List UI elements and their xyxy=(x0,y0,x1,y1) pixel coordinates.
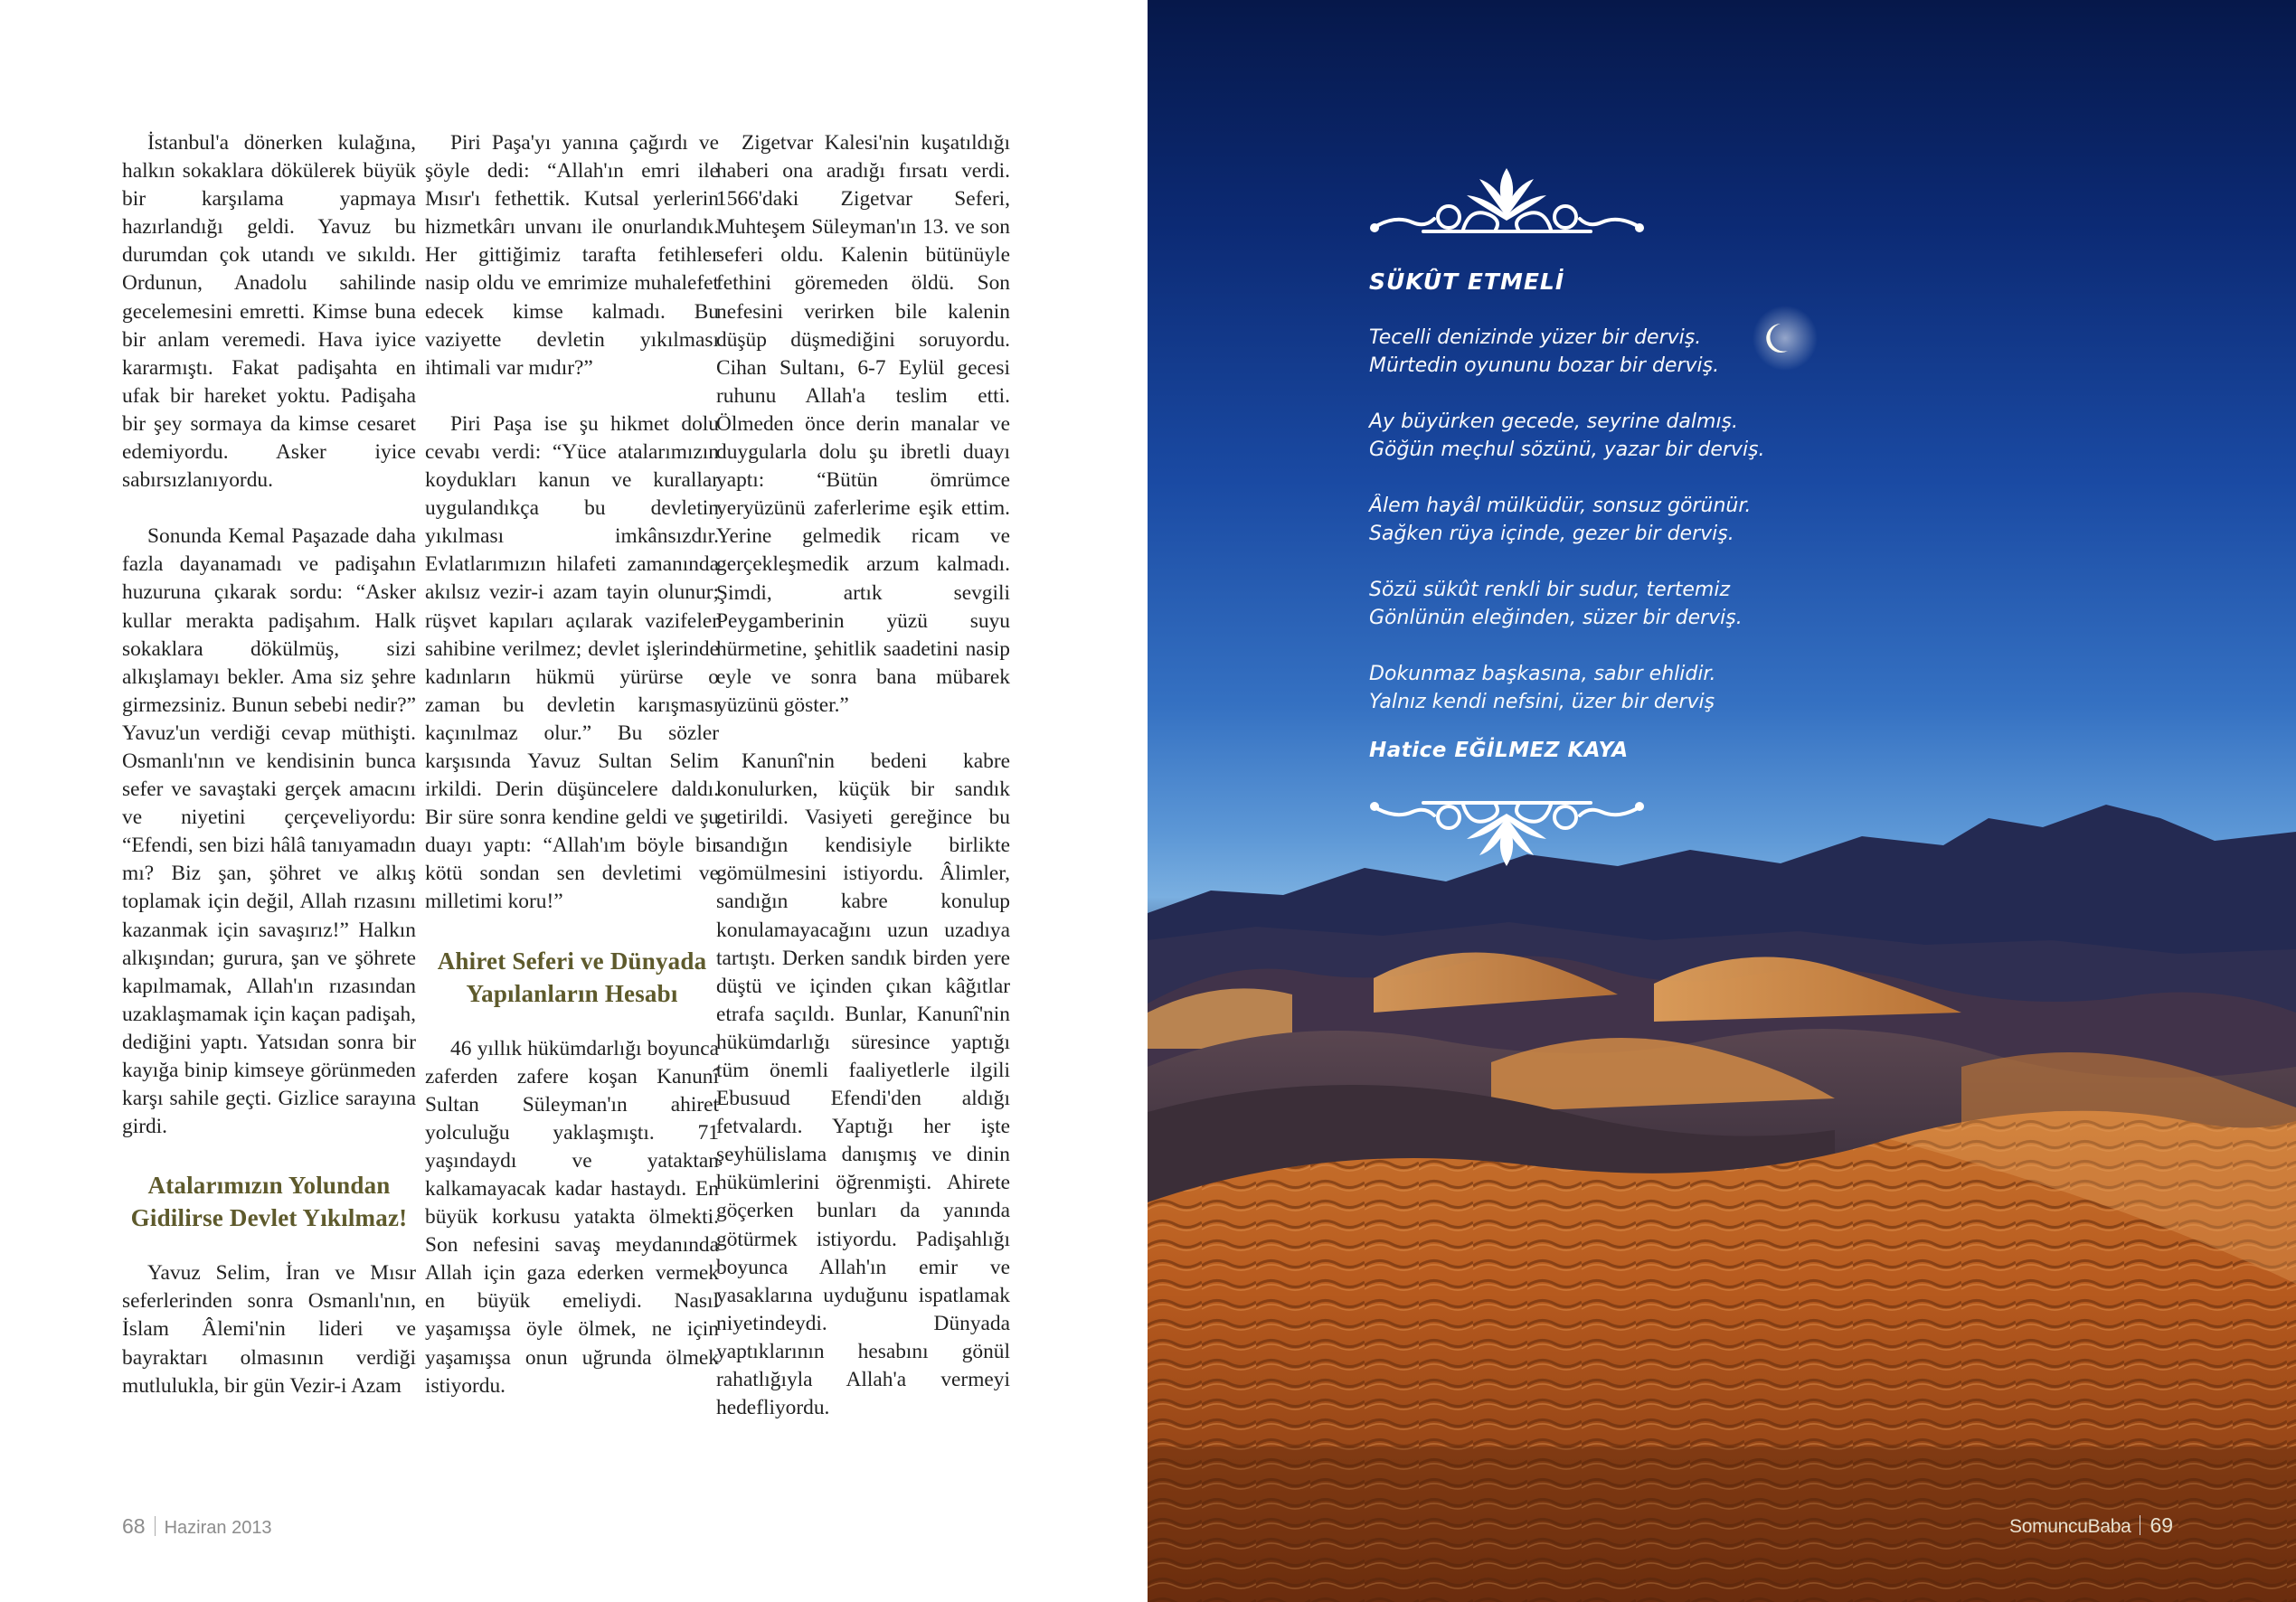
poem-line: Göğün meçhul sözünü, yazar bir derviş. xyxy=(1369,438,1765,461)
article-paragraph: Piri Paşa ise şu hikmet dolu cevabı verdi: “Yüce atalarımızın koydukları kanun ve kurallar uygulandıkça bu devletin yıkılması imkânsızdır. Evlatlarımızın hilafeti zamanında akılsız vezir-i azam tayin olunur; rüşvet kapıları açılarak vazifeler sahibine verilmez; devlet işlerinde kadınların hükmü yürürse o zaman bu devletin karışması kaçınılmaz olur.” Bu sözler karşısında Yavuz Sultan Selim irkildi. Derin düşüncelere daldı. Bir süre sonra kendine geldi ve şu duayı yaptı: “Allah'ım böyle bir kötü sondan sen devletimi ve milletimi koru!” xyxy=(425,411,719,914)
poem-title: SÜKÛT ETMELİ xyxy=(1369,269,1565,295)
section-heading: Atalarımızın Yolundan Gidilirse Devlet Yıkılmaz! xyxy=(130,1172,408,1232)
article-paragraph: Zigetvar Kalesi'nin kuşatıldığı haberi ona aradığı fırsatı verdi. 1566'daki Zigetvar Seferi, Muhteşem Süleyman'ın 13. ve son seferi oldu. Kalenin bütünüyle fethini göremeden öldü. Son nefesini verirken bile kalenin düşüp düşmediğini soruyordu. Cihan Sultanı, 6-7 Eylül gecesi ruhunu Allah'a teslim etti. Ölmeden önce derin manalar ve duygularla dolu şu ibretli duayı yaptı: “Bütün ömrümce yeryüzünü zaferlerime eşik ettim. Yerine gelmedik ricam ve gerçekleşmedik arzum kalmadı. Şimdi, artık sevgili Peygamberinin yüzü suyu hürmetine, şehitlik saadetini nasip eyle ve sonra bana mübarek yüzünü göster.” xyxy=(716,131,1010,717)
right-page-folio xyxy=(2009,1513,2173,1538)
poem-stanza xyxy=(1369,492,1912,548)
poem-stanzas xyxy=(1369,324,1912,716)
poem-line: Ay büyürken gecede, seyrine dalmış. xyxy=(1369,410,1739,433)
poem-line: Yalnız kendi nefsini, üzer bir derviş xyxy=(1369,691,1715,713)
poem-stanza xyxy=(1369,408,1912,464)
ornament-top-icon xyxy=(1369,163,1645,249)
text-column-3 xyxy=(716,129,1010,1450)
poem-line: Mürtedin oyununu bozar bir derviş. xyxy=(1369,354,1720,377)
page-number-right: 69 xyxy=(2150,1513,2174,1537)
poem-stanza xyxy=(1369,576,1912,632)
poem-line: Sağken rüya içinde, gezer bir derviş. xyxy=(1369,523,1734,545)
poem-stanza xyxy=(1369,324,1912,380)
article-paragraph: Yavuz Selim, İran ve Mısır seferlerinden sonra Osmanlı'nın, İslam Âlemi'nin lideri ve bayraktarı olmasının verdiği mutlulukla, bir gün Vezir-i Azam xyxy=(122,1261,416,1398)
article-paragraph: Kanunî'nin bedeni kabre konulurken, küçük bir sandık getirildi. Vasiyeti gereğince bu sandığın kendisiyle birlikte gömülmesini istiyordu. Âlimler, sandığın kabre konulup konulamayacağını uzun uzadıya tartıştı. Derken sandık birden yere düştü ve içinden çıkan kâğıtlar etrafa saçıldı. Bunlar, Kanunî'nin hükümdarlığı süresince yaptığı tüm önemli faaliyetlerle ilgili Ebusuud Efendi'den aldığı fetvalardı. Yaptığı her işte şeyhülislama danışmış ve dinin hükümlerini öğrenmişti. Ahirete göçerken bunları da yanında götürmek istiyordu. Padişahlığı boyunca Allah'ın emir ve yasaklarına uyduğunu ispatlamak niyetindeydi. Dünyada yaptıklarının hesabını gönül rahatlığıyla Allah'a vermeyi hedefliyordu. xyxy=(716,749,1010,1420)
page-number-left: 68 xyxy=(122,1514,146,1538)
issue-date: Haziran 2013 xyxy=(164,1518,272,1538)
poem-line: Dokunmaz başkasına, sabır ehlidir. xyxy=(1369,663,1716,685)
poem-stanza xyxy=(1369,660,1912,716)
poem-line: Âlem hayâl mülküdür, sonsuz görünür. xyxy=(1369,495,1752,517)
poem-author: Hatice EĞİLMEZ KAYA xyxy=(1369,739,1629,762)
poem-line: Tecelli denizinde yüzer bir derviş. xyxy=(1369,326,1702,349)
text-column-2 xyxy=(425,129,719,1428)
poem-block xyxy=(1369,163,1912,872)
text-column-1 xyxy=(122,129,416,1428)
poem-line: Sözü sükût renkli bir sudur, tertemiz xyxy=(1369,579,1730,601)
magazine-brand: SomuncuBaba xyxy=(2009,1516,2131,1537)
poem-line: Gönlünün eleğinden, süzer bir derviş. xyxy=(1369,607,1743,629)
ornament-bottom-icon xyxy=(1369,786,1645,872)
left-page-folio xyxy=(122,1514,272,1539)
section-heading: Ahiret Seferi ve Dünyada Yapılanların Hesabı xyxy=(437,947,707,1007)
article-paragraph: İstanbul'a dönerken kulağına, halkın sokaklara dökülerek büyük bir karşılama yapmaya hazırlandığı geldi. Yavuz bu durumdan çok utandı ve sıkıldı. Ordunun, Anadolu sahilinde gecelemesini emretti. Kimse buna bir anlam veremedi. Hava iyice kararmıştı. Fakat padişahta en ufak bir hareket yoktu. Padişaha bir şey sormaya da kimse cesaret edemiyordu. Asker iyice sabırsızlanıyordu. xyxy=(122,131,416,493)
article-paragraph: Piri Paşa'yı yanına çağırdı ve şöyle dedi: “Allah'ın emri ile Mısır'ı fethettik. Kutsal yerlerin hizmetkârı unvanı ile onurlandık. Her gittiğimiz tarafta fetihler nasip oldu ve emrimize muhalefet edecek kimse kalmadı. Bu vaziyette devletin yıkılması ihtimali var mıdır?” xyxy=(425,131,719,380)
folio-divider xyxy=(155,1516,156,1536)
article-paragraph: 46 yıllık hükümdarlığı boyunca zaferden zafere koşan Kanunî Sultan Süleyman'ın ahiret yolculuğu yaklaşmıştı. 71 yaşındaydı ve yataktan kalkamayacak kadar hastaydı. En büyük korkusu yatakta ölmekti. Son nefesini savaş meydanında Allah için gaza ederken vermek en büyük emeliydi. Nasıl yaşamışsa öyle ölmek, ne için yaşamışsa onun uğrunda ölmek istiyordu. xyxy=(425,1036,719,1398)
article-paragraph: Sonunda Kemal Paşazade daha fazla dayanamadı ve padişahın huzuruna çıkarak sordu: “Asker kullar merakta padişahım. Halk sokaklara dökülmüş, sizi alkışlamayı bekler. Ama siz şehre girmezsiniz. Bunun sebebi nedir?” Yavuz'un verdiği cevap müthişti. Osmanlı'nın ve kendisinin bunca sefer ve savaştaki gerçek amacını ve niyetini çerçeveliyordu: “Efendi, sen bizi hâlâ tanıyamadın mı? Biz şan, şöhret ve alkış toplamak için değil, Allah rızasını kazanmak için savaşırız!” Halkın alkışından; gurura, şan ve şöhrete kapılmamak, Allah'ın rızasından uzaklaşmamak için kaçan padişah, dediğini yaptı. Yatsıdan sonra bir kayığa binip kimseye görünmeden karşı sahile geçti. Gizlice sarayına girdi. xyxy=(122,524,416,1139)
